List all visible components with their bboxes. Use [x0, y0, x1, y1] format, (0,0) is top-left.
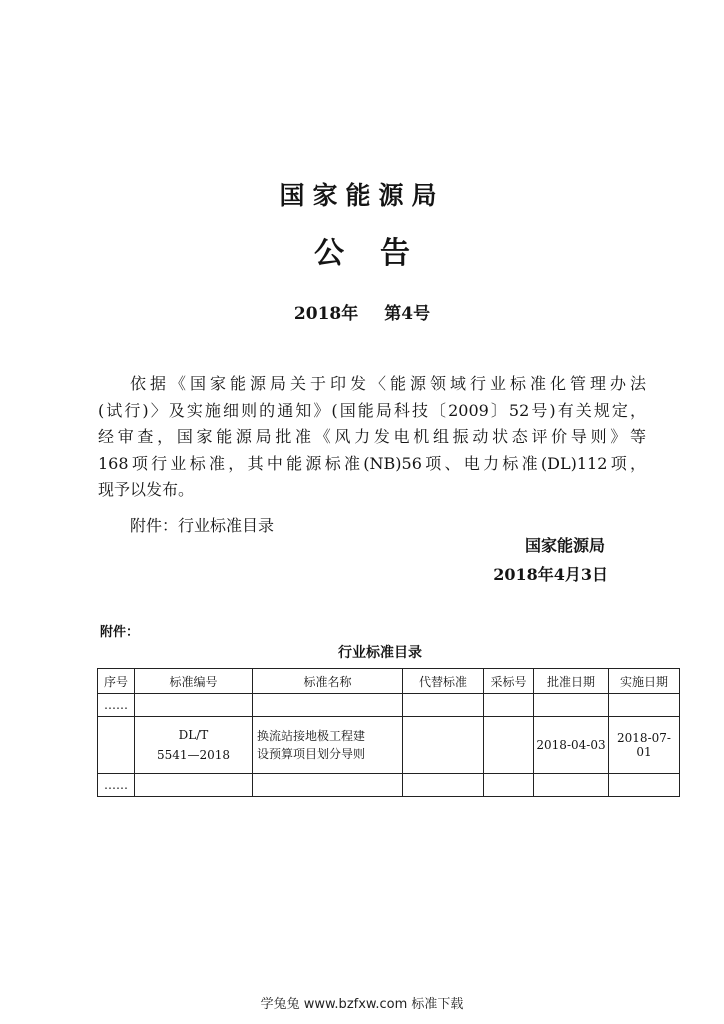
- header-cell: 序号: [98, 669, 135, 694]
- attachment-label: 附件：: [100, 625, 140, 640]
- notice-title: 公告: [314, 236, 446, 271]
- table-header-row: [98, 669, 680, 694]
- header-cell: 标准编号: [135, 669, 253, 694]
- ellipsis-cell: ……: [98, 774, 135, 797]
- effective-date: 2018-07-01: [609, 717, 680, 774]
- standard-name-line: 换流站接地极工程建: [257, 729, 366, 743]
- header-cell: 批准日期: [534, 669, 609, 694]
- signature-date: 2018年4月3日: [493, 565, 608, 584]
- notice-number: [0, 299, 724, 324]
- signature-org: 国家能源局: [524, 536, 605, 555]
- body-line: (试行)〉及实施细则的通知》(国能局科技〔2009〕52号)有关规定，: [98, 400, 646, 420]
- notice-body: [98, 371, 646, 504]
- ellipsis-cell: ……: [98, 694, 135, 717]
- notice-year: 2018年: [293, 304, 359, 324]
- body-line: 依据《国家能源局关于印发〈能源领域行业标准化管理办法: [130, 374, 646, 393]
- attachment-note: 附件：行业标准目录: [130, 516, 275, 535]
- approval-date: 2018-04-03: [534, 717, 609, 774]
- standard-code-line: DL/T: [178, 728, 209, 742]
- standards-table: [97, 668, 680, 797]
- agency-title: 国家能源局: [279, 181, 445, 210]
- notice-serial: 第4号: [384, 304, 431, 324]
- header-cell: 标准名称: [253, 669, 403, 694]
- standard-name-line: 设预算项目划分导则: [257, 747, 366, 761]
- body-line: 经审查，国家能源局批准《风力发电机组振动状态评价导则》等: [98, 427, 646, 446]
- header-cell: 采标号: [484, 669, 534, 694]
- footer-watermark: 学兔兔 www.bzfxw.com 标准下载: [260, 997, 464, 1012]
- table-row: [98, 717, 680, 774]
- standard-name: [253, 717, 403, 774]
- table-title: 行业标准目录: [338, 645, 422, 661]
- header-cell: 代替标准: [403, 669, 484, 694]
- header-cell: 实施日期: [609, 669, 680, 694]
- table-row: [98, 694, 680, 717]
- standard-code: [135, 717, 253, 774]
- body-line: 现予以发布。: [98, 480, 195, 499]
- standard-code-line: 5541—2018: [156, 748, 231, 762]
- body-line: 168项行业标准，其中能源标准(NB)56项、电力标准(DL)112项，: [98, 453, 646, 473]
- table-row: [98, 774, 680, 797]
